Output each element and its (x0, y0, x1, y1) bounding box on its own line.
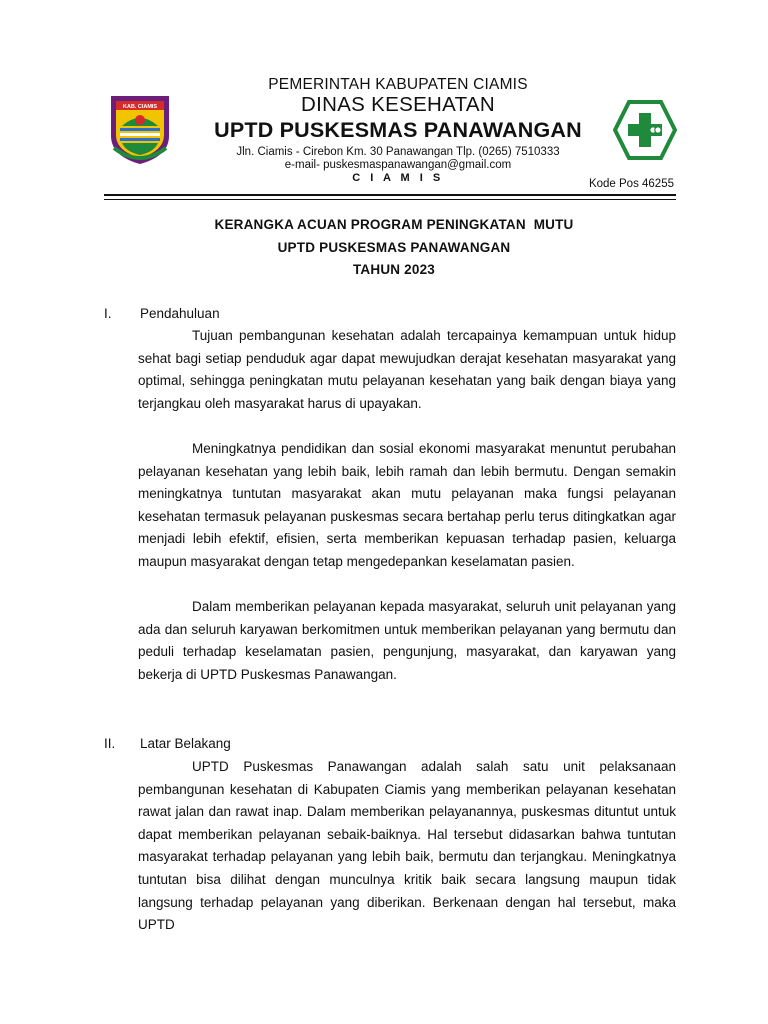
section-number: I. (104, 306, 112, 321)
letterhead-rule-thin (104, 199, 676, 200)
puskesmas-cross-logo (612, 99, 678, 161)
section-title: Pendahuluan (140, 306, 220, 321)
section-title: Latar Belakang (140, 736, 231, 751)
section-heading-latar-belakang (104, 733, 231, 755)
section-number: II. (104, 736, 116, 751)
paragraph: Dalam memberikan pelayanan kepada masyarakat, seluruh unit pelayanan yang ada dan seluruh karyawan berkomitmen untuk memberikan pelayanan yang bermutu dan peduli terhadap keselamatan pasien, pengunjung, masyarakat, dan karyawan yang bekerja di UPTD Puskesmas Panawangan. (138, 599, 676, 682)
address-line: Jln. Ciamis - Cirebon Km. 30 Panawangan Tlp. (0265) 7510333 (236, 146, 560, 158)
title-line-2: UPTD PUSKESMAS PANAWANGAN (277, 239, 511, 255)
unit-name: UPTD PUSKESMAS PANAWANGAN (214, 118, 582, 142)
kabupaten-ciamis-crest-logo (108, 92, 172, 166)
paragraph: UPTD Puskesmas Panawangan adalah salah satu unit pelaksanaan pembangunan kesehatan di Kabupaten Ciamis yang memberikan pelayanan kesehatan rawat jalan dan rawat inap. Dalam memberikan pelayanannya, puskesmas dituntut untuk dapat memberikan pelayanan sebaik-baiknya. Hal tersebut didasarkan bahwa tuntutan masyarakat terhadap pelayanan yang lebih baik, bermutu dan terjangkau. Meningkatnya tuntutan bisa dilihat dengan munculnya kritik baik secara langsung maupun tidak langsung terhadap pelayanan yang diberikan. Berkenaan dengan hal tersebut, maka UPTD (138, 759, 676, 933)
city-name: C I A M I S (352, 172, 444, 184)
government-name: PEMERINTAH KABUPATEN CIAMIS (268, 76, 528, 93)
paragraph: Meningkatnya pendidikan dan sosial ekonomi masyarakat menuntut perubahan pelayanan kesehatan yang lebih baik, lebih ramah dan lebih bermutu. Dengan semakin meningkatnya tuntutan masyarakat akan mutu pelayanan maka fungsi pelayanan kesehatan termasuk pelayanan puskesmas secara bertahap perlu terus ditingkatkan agar menjadi lebih efektif, efisien, serta memberikan kepuasan terhadap pasien, keluarga maupun masyarakat dengan tetap mengedepankan keselamatan pasien. (138, 441, 676, 569)
letterhead-rule-thick (104, 194, 676, 196)
title-line-1: KERANGKA ACUAN PROGRAM PENINGKATAN MUTU (214, 217, 574, 232)
agency-name: DINAS KESEHATAN (301, 93, 495, 116)
document-title (120, 214, 668, 282)
letterhead (196, 76, 600, 186)
paragraph: Tujuan pembangunan kesehatan adalah tercapainya kemampuan untuk hidup sehat bagi setiap penduduk agar dapat mewujudkan derajat kesehatan masyarakat yang optimal, sehingga peningkatan mutu pelayanan kesehatan yang baik dengan biaya yang terjangkau oleh masyarakat harus di upayakan. (138, 328, 676, 411)
title-line-3: TAHUN 2023 (352, 262, 436, 277)
email-line: e-mail- puskesmaspanawangan@gmail.com (284, 159, 512, 171)
postal-code: Kode Pos 46255 (588, 178, 674, 190)
svg-text:KAB. CIAMIS: KAB. CIAMIS (122, 104, 158, 110)
section-heading-pendahuluan (104, 303, 220, 325)
